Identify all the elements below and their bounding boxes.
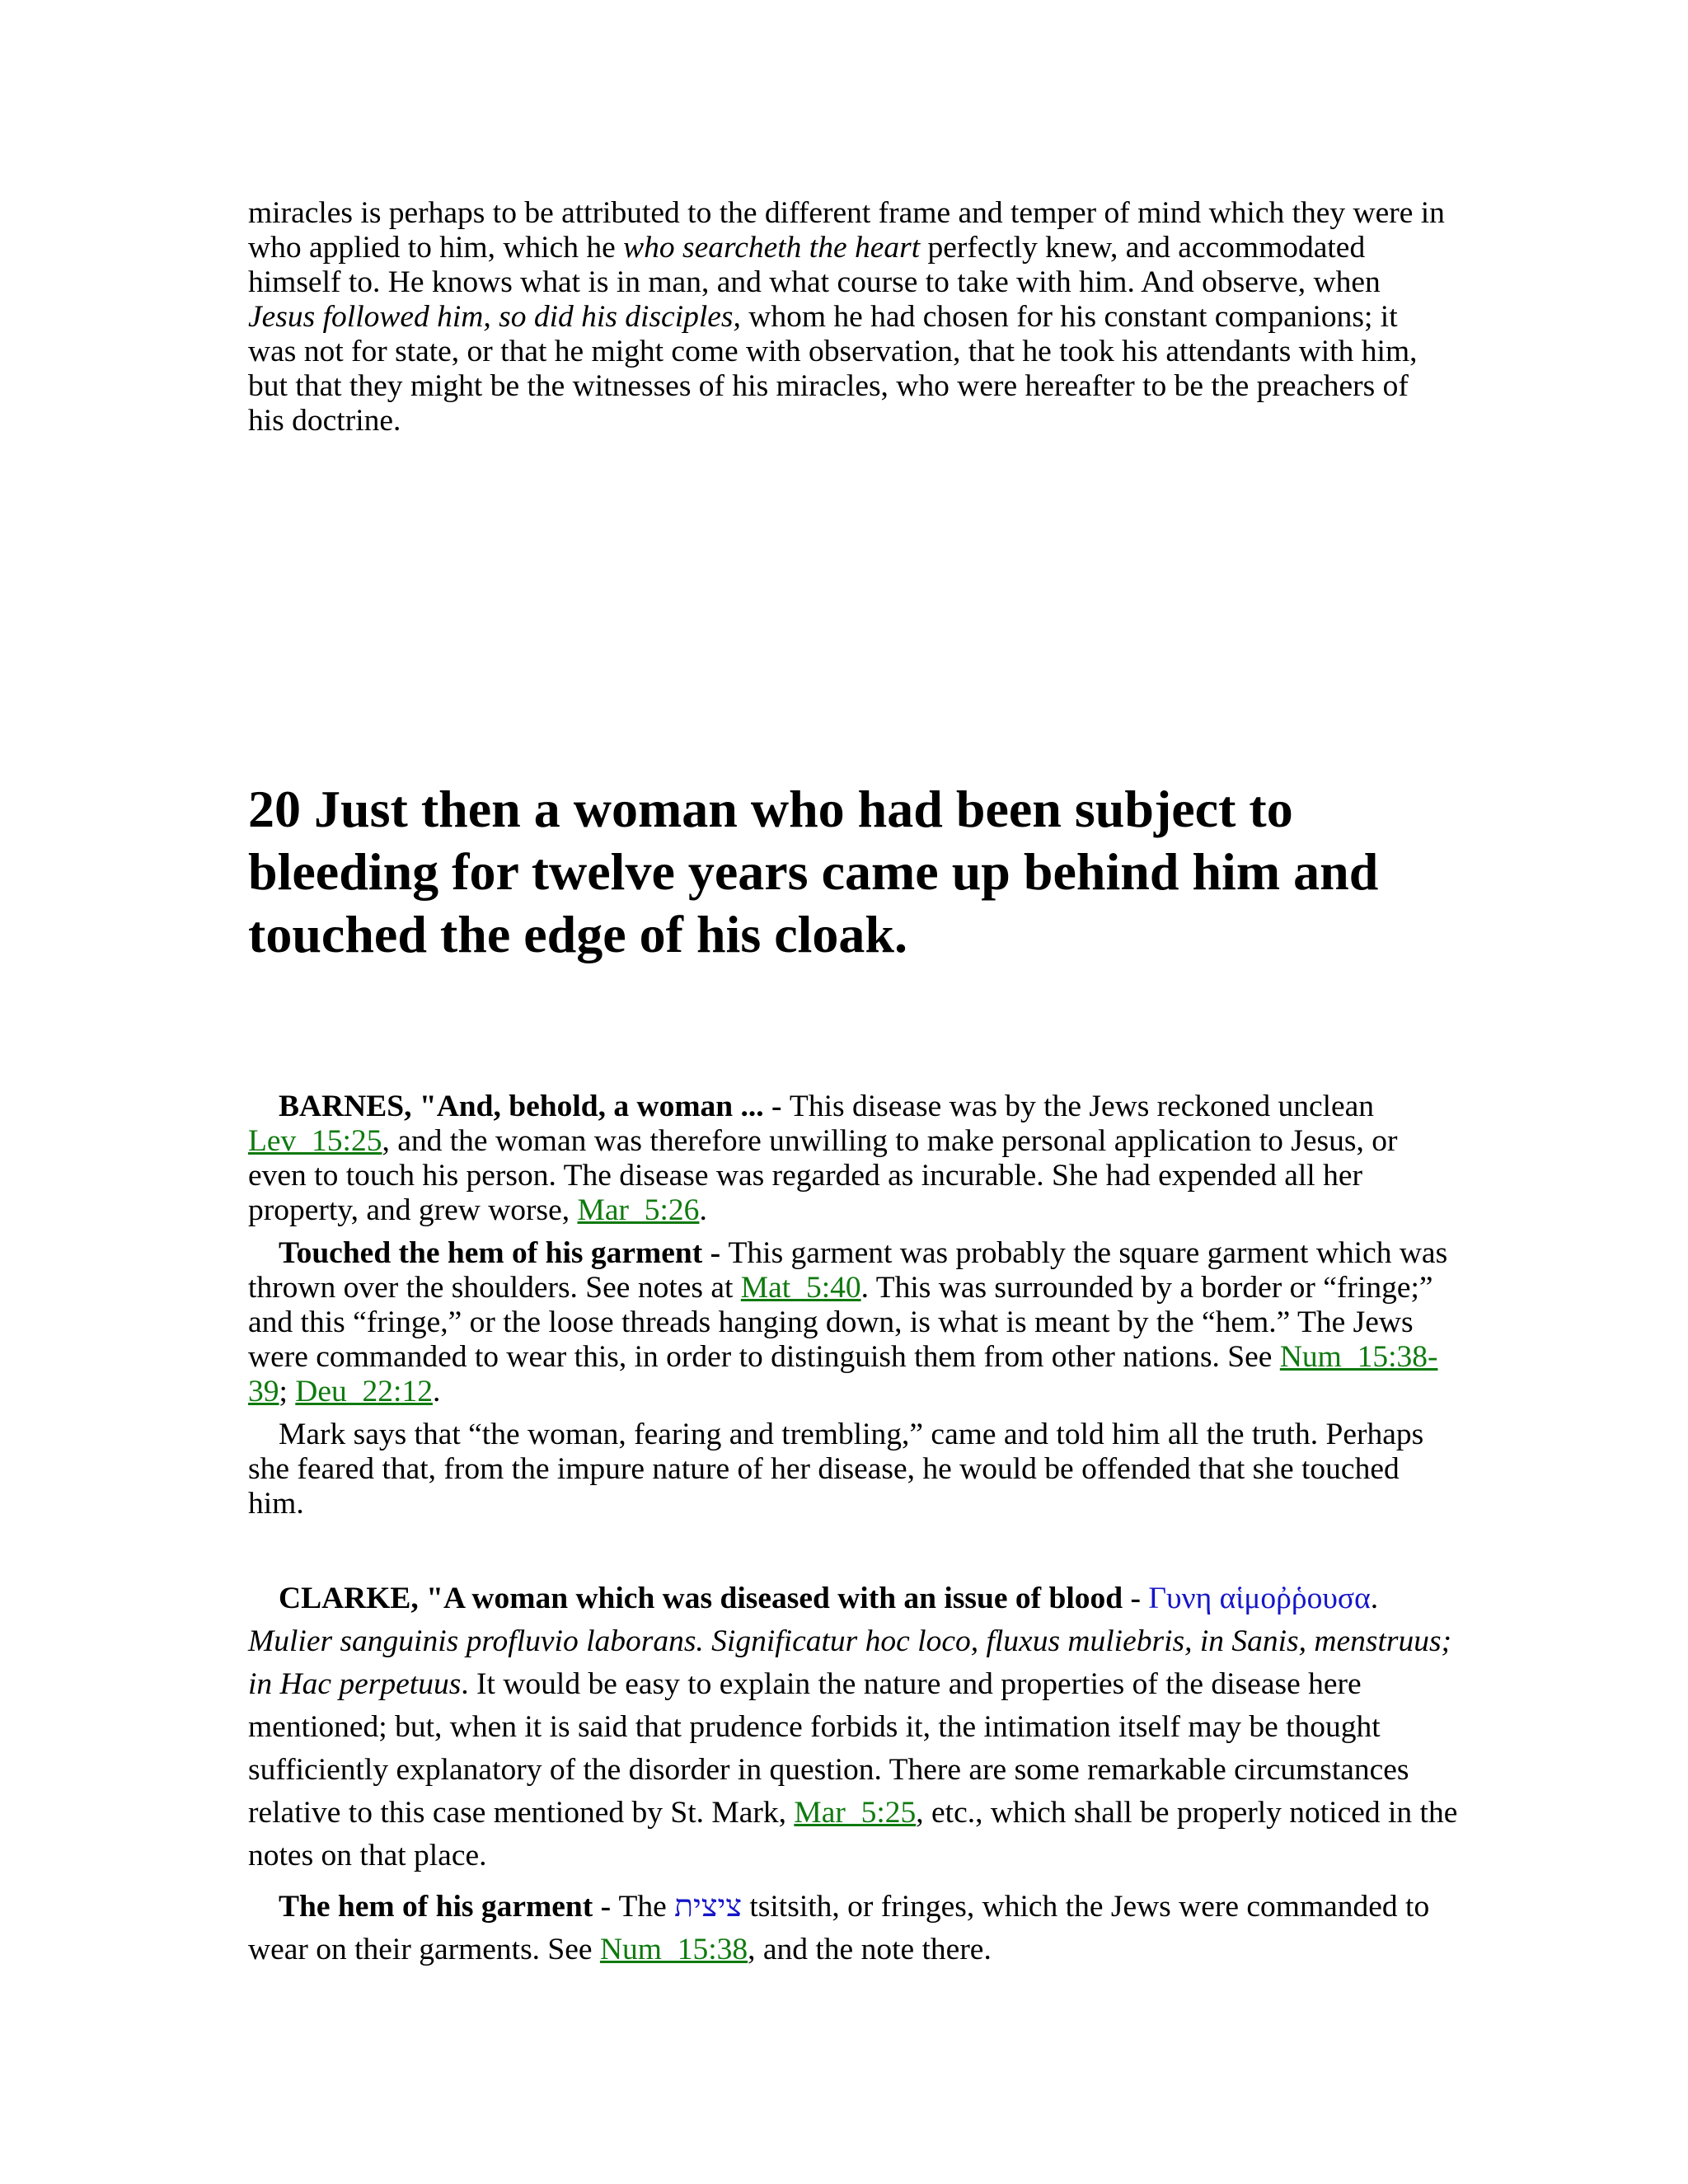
clarke-lemma-1: CLARKE, "A woman which was diseased with an issue of blood - (279, 1582, 1149, 1615)
clarke-commentary (248, 1577, 1460, 1971)
hebrew-text: ציצית (674, 1890, 742, 1924)
latin-text: Mulier sanguinis profluvio laborans. Significatur hoc loco, fluxus muliebris, in Sanis, menstruus; in Hac perpetuus (248, 1624, 1452, 1701)
intro-text-3: whom he had chosen for his constant companions; it was not for state, or that he might come with observation, that he took his attendants with him, but that they might be the witnesses of his miracles, who were hereafter to be the preachers of his doctrine. (248, 300, 1418, 438)
clarke-lemma-2: The hem of his garment - (279, 1890, 619, 1924)
barnes-paragraph-3: Mark says that “the woman, fearing and trembling,” came and told him all the truth. Perhaps she feared that, from the impure nature of her disease, he would be offended that she touched him. (248, 1418, 1424, 1521)
barnes-paragraph-2: Touched the hem of his garment - This garment was probably the square garment which was thrown over the shoulders. See notes at Mat_5:40. This was surrounded by a border or “fringe;” and this “fringe,” or the loose threads hanging down, is what is meant by the “hem.” The Jews were commanded to wear this, in order to distinguish them from other nations. See Num_15:38-39; Deu_22:12. (248, 1236, 1448, 1408)
clarke-paragraph-1: CLARKE, "A woman which was diseased with an issue of blood - Γυνη αἱμοῤῥουσα. Mulier sanguinis profluvio laborans. Significatur hoc loco, fluxus muliebris, in Sanis, menstruus; in Hac perpetuus. It would be easy to explain the nature and properties of the disease here mentioned; but, when it is said that prudence forbids it, the intimation itself may be thought sufficiently explanatory of the disorder in question. There are some remarkable circumstances relative to this case mentioned by St. Mark, Mar_5:25, etc., which shall be properly noticed in the notes on that place. (248, 1582, 1458, 1872)
barnes-paragraph-1: BARNES, "And, behold, a woman ... - This disease was by the Jews reckoned unclean Lev_15:25, and the woman was therefore unwilling to make personal application to Jesus, or even to touch his person. The disease was regarded as incurable. She had expended all her property, and grew worse, Mar_5:26. (248, 1090, 1398, 1227)
intro-text-2: perfectly knew, and accommodated himself to. He knows what is in man, and what course to take with him. And observe, when (248, 231, 1381, 299)
barnes-lemma-1: BARNES, "And, behold, a woman ... - (279, 1090, 790, 1123)
verse-heading: 20 Just then a woman who had been subject to bleeding for twelve years came up behind him and touched the edge of his cloak. (248, 780, 1379, 963)
ref-link-num-15-38[interactable]: Num_15:38 (599, 1933, 748, 1966)
intro-paragraph (248, 196, 1451, 438)
ref-link-lev-15-25[interactable]: Lev_15:25 (248, 1124, 382, 1158)
intro-italic-1: who searcheth the heart (623, 231, 921, 265)
clarke-paragraph-2: The hem of his garment - The ציצית tsitsith, or fringes, which the Jews were commanded to wear on their garments. See Num_15:38, and the note there. (248, 1890, 1430, 1966)
ref-link-mar-5-26[interactable]: Mar_5:26 (577, 1193, 700, 1227)
barnes-commentary (248, 1090, 1460, 1521)
ref-link-mat-5-40[interactable]: Mat_5:40 (740, 1271, 861, 1305)
intro-text-1: miracles is perhaps to be attributed to the different frame and temper of mind which they were in who applied to him, which he (248, 196, 1445, 265)
ref-link-mar-5-25[interactable]: Mar_5:25 (794, 1796, 917, 1830)
greek-text: Γυνη αἱμοῤῥουσα (1148, 1582, 1371, 1615)
barnes-lemma-2: Touched the hem of his garment - (279, 1236, 729, 1270)
intro-italic-2: Jesus followed him, so did his disciples, (248, 300, 741, 334)
ref-link-deu-22-12[interactable]: Deu_22:12 (295, 1375, 433, 1408)
ref-link-num-15-38-39[interactable]: Num_15:38-39 (248, 1340, 1438, 1408)
